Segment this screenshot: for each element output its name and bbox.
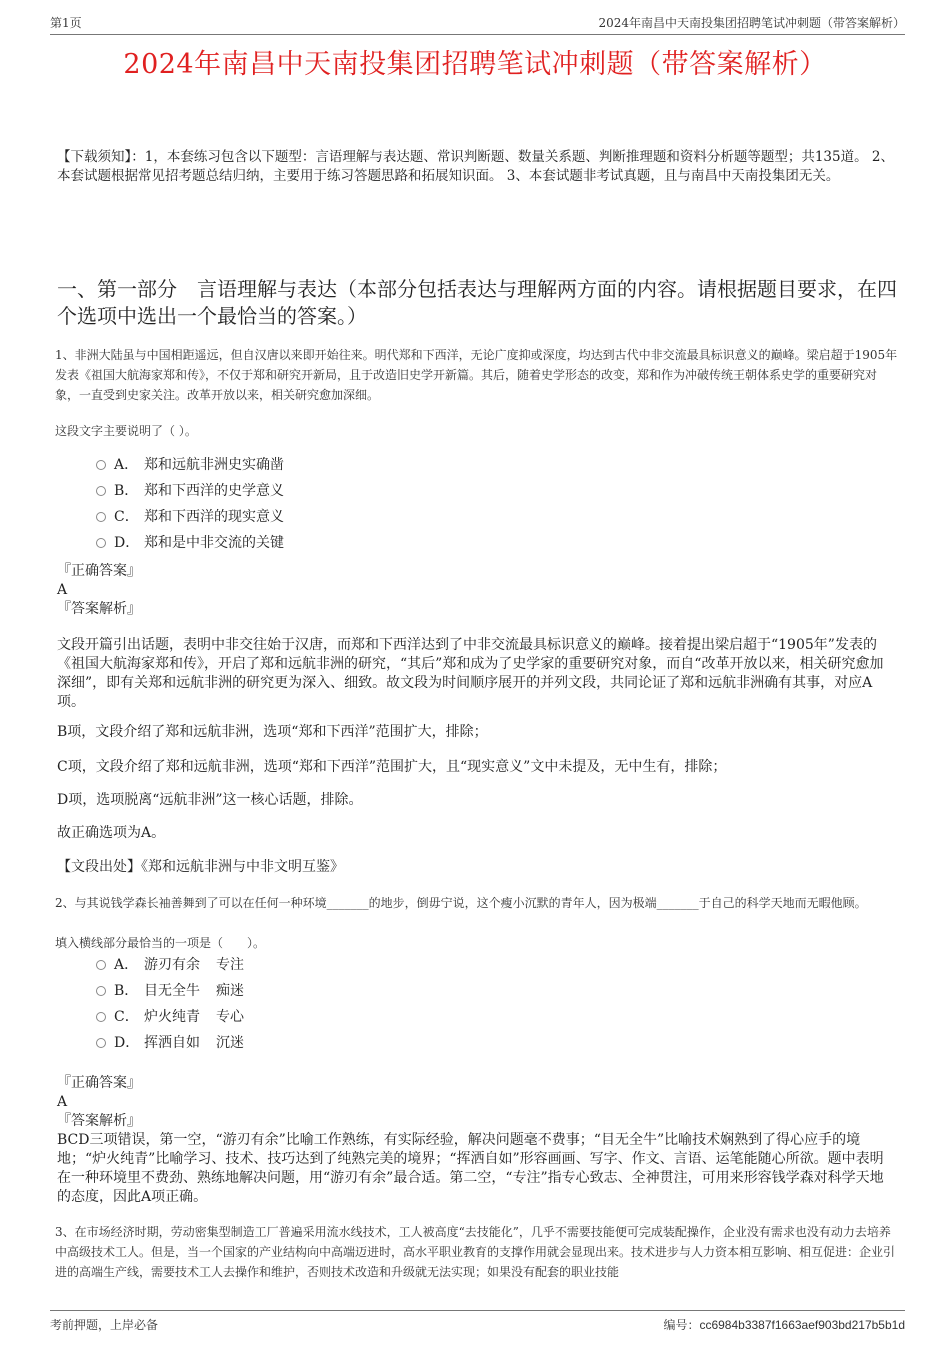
analysis-paragraph: D项，选项脱离“远航非洲”这一核心话题，排除。 (57, 792, 363, 808)
question-3-stem: 3、在市场经济时期，劳动密集型制造工厂普遍采用流水线技术，工人被高度“去技能化”，几乎不需要技能便可完成装配操作，企业没有需求也没有动力去培养中高级技术工人。但是，当一个国家的产业结构向中高端迈进时，高水平职业教育的支撑作用就会显现出来。技术进步与人力资本相互影响、相互促进：企业引进的高端生产线，需要技术工人去操作和维护，否则技术改造和升级就无法实现；如果没有配套的职业技能 (55, 1225, 896, 1279)
footer-slogan: 考前押题，上岸必备 (50, 1318, 159, 1332)
page-number: 第1页 (50, 16, 82, 30)
option-d[interactable]: D． 挥洒自如 沉迷 (96, 1030, 244, 1056)
option-c[interactable]: C． 郑和下西洋的现实意义 (96, 504, 284, 530)
option-b[interactable]: B． 目无全牛 痴迷 (96, 978, 244, 1004)
radio-icon[interactable] (96, 1012, 106, 1022)
analysis-paragraph: 故正确选项为A。 (57, 825, 166, 841)
code-label: 编号： (663, 1318, 700, 1332)
analysis-paragraph: BCD三项错误，第一空，“游刃有余”比喻工作熟练，有实际经验，解决问题毫不费事；“目无全牛”比喻技术娴熟到了得心应手的境地；“炉火纯青”比喻学习、技术、技巧达到了纯熟完美的境界；“挥洒自如”形容画画、写字、作文、言语、运笔能随心所欲。题中表明在一种环境里不费劲、熟练地解决问题，用“游刃有余”最合适。第二空，“专注”指专心致志、全神贯注，可用来形容钱学森对科学天地的态度，因此A项正确。 (57, 1132, 884, 1205)
analysis-paragraph: C项，文段介绍了郑和远航非洲，选项“郑和下西洋”范围扩大，且“现实意义”文中未提及，无中生有，排除； (57, 759, 727, 775)
footer-code (663, 1316, 905, 1333)
answer-value: A (57, 1094, 68, 1110)
answer-value: A (57, 582, 68, 598)
answer-label: 『正确答案』 (57, 1075, 141, 1091)
option-a[interactable]: A． 郑和远航非洲史实确凿 (96, 452, 284, 478)
page-header (50, 14, 905, 35)
question-2-answer (57, 1074, 897, 1207)
option-b[interactable]: B． 郑和下西洋的史学意义 (96, 478, 284, 504)
download-notice: 【下载须知】：1，本套练习包含以下题型：言语理解与表达题、常识判断题、数量关系题、判断推理题和资料分析题等题型；共135道。 2、本套试题根据常见招考题总结归纳，主要用于练习答题思路和拓展知识面。 3、本套试题非考试真题，且与南昌中天南投集团无关。 (57, 149, 894, 184)
option-c[interactable]: C． 炉火纯青 专心 (96, 1004, 244, 1030)
option-d[interactable]: D． 郑和是中非交流的关键 (96, 530, 284, 556)
question-1-prompt: 这段文字主要说明了（ ）。 (55, 424, 197, 438)
radio-icon[interactable] (96, 460, 106, 470)
header-doc-title: 2024年南昌中天南投集团招聘笔试冲刺题（带答案解析） (598, 16, 905, 30)
option-a[interactable]: A． 游刃有余 专注 (96, 952, 244, 978)
question-1-stem: 1、非洲大陆虽与中国相距遥远，但自汉唐以来即开始往来。明代郑和下西洋，无论广度抑或深度，均达到古代中非交流最具标识意义的巅峰。梁启超于1905年发表《祖国大航海家郑和传》，不仅于郑和研究开新局，且于改造旧史学开新篇。其后，随着史学形态的改变，郑和作为冲破传统王朝体系史学的重要研究对象，一直受到史家关注。改革开放以来，相关研究愈加深细。 (55, 348, 898, 402)
page-footer (50, 1310, 905, 1335)
question-1-options (96, 452, 284, 556)
answer-label: 『正确答案』 (57, 563, 141, 579)
question-2-options (96, 952, 244, 1056)
analysis-paragraph: 文段开篇引出话题，表明中非交往始于汉唐，而郑和下西洋达到了中非交流最具标识意义的巅峰。接着提出梁启超于“1905年”发表的《祖国大航海家郑和传》，开启了郑和远航非洲的研究，“其后”郑和成为了史学家的重要研究对象，而自“改革开放以来，相关研究愈加深细”，即有关郑和远航非洲的研究更为深入、细致。故文段为时间顺序展开的并列文段，共同论证了郑和远航非洲确有其事，对应A项。 (57, 637, 884, 710)
radio-icon[interactable] (96, 486, 106, 496)
source-citation: 【文段出处】《郑和远航非洲与中非文明互鉴》 (57, 859, 344, 875)
radio-icon[interactable] (96, 1038, 106, 1048)
question-2-prompt: 填入横线部分最恰当的一项是（ ）。 (55, 936, 266, 950)
radio-icon[interactable] (96, 986, 106, 996)
section-heading: 一、第一部分 言语理解与表达（本部分包括表达与理解两方面的内容。请根据题目要求，在四个选项中选出一个最恰当的答案。） (57, 277, 897, 328)
analysis-paragraph: B项，文段介绍了郑和远航非洲，选项“郑和下西洋”范围扩大，排除； (57, 724, 488, 740)
radio-icon[interactable] (96, 538, 106, 548)
question-2-stem: 2、与其说钱学森长袖善舞到了可以在任何一种环境_______的地步，倒毋宁说，这个瘦小沉默的青年人，因为极端_______于自己的科学天地而无暇他顾。 (55, 896, 867, 910)
question-1-answer (57, 562, 897, 619)
analysis-label: 『答案解析』 (57, 601, 141, 617)
analysis-label: 『答案解析』 (57, 1113, 141, 1129)
code-value: cc6984b3387f1663aef903bd217b5b1d (699, 1318, 905, 1332)
radio-icon[interactable] (96, 960, 106, 970)
document-title: 2024年南昌中天南投集团招聘笔试冲刺题（带答案解析） (123, 49, 827, 80)
radio-icon[interactable] (96, 512, 106, 522)
